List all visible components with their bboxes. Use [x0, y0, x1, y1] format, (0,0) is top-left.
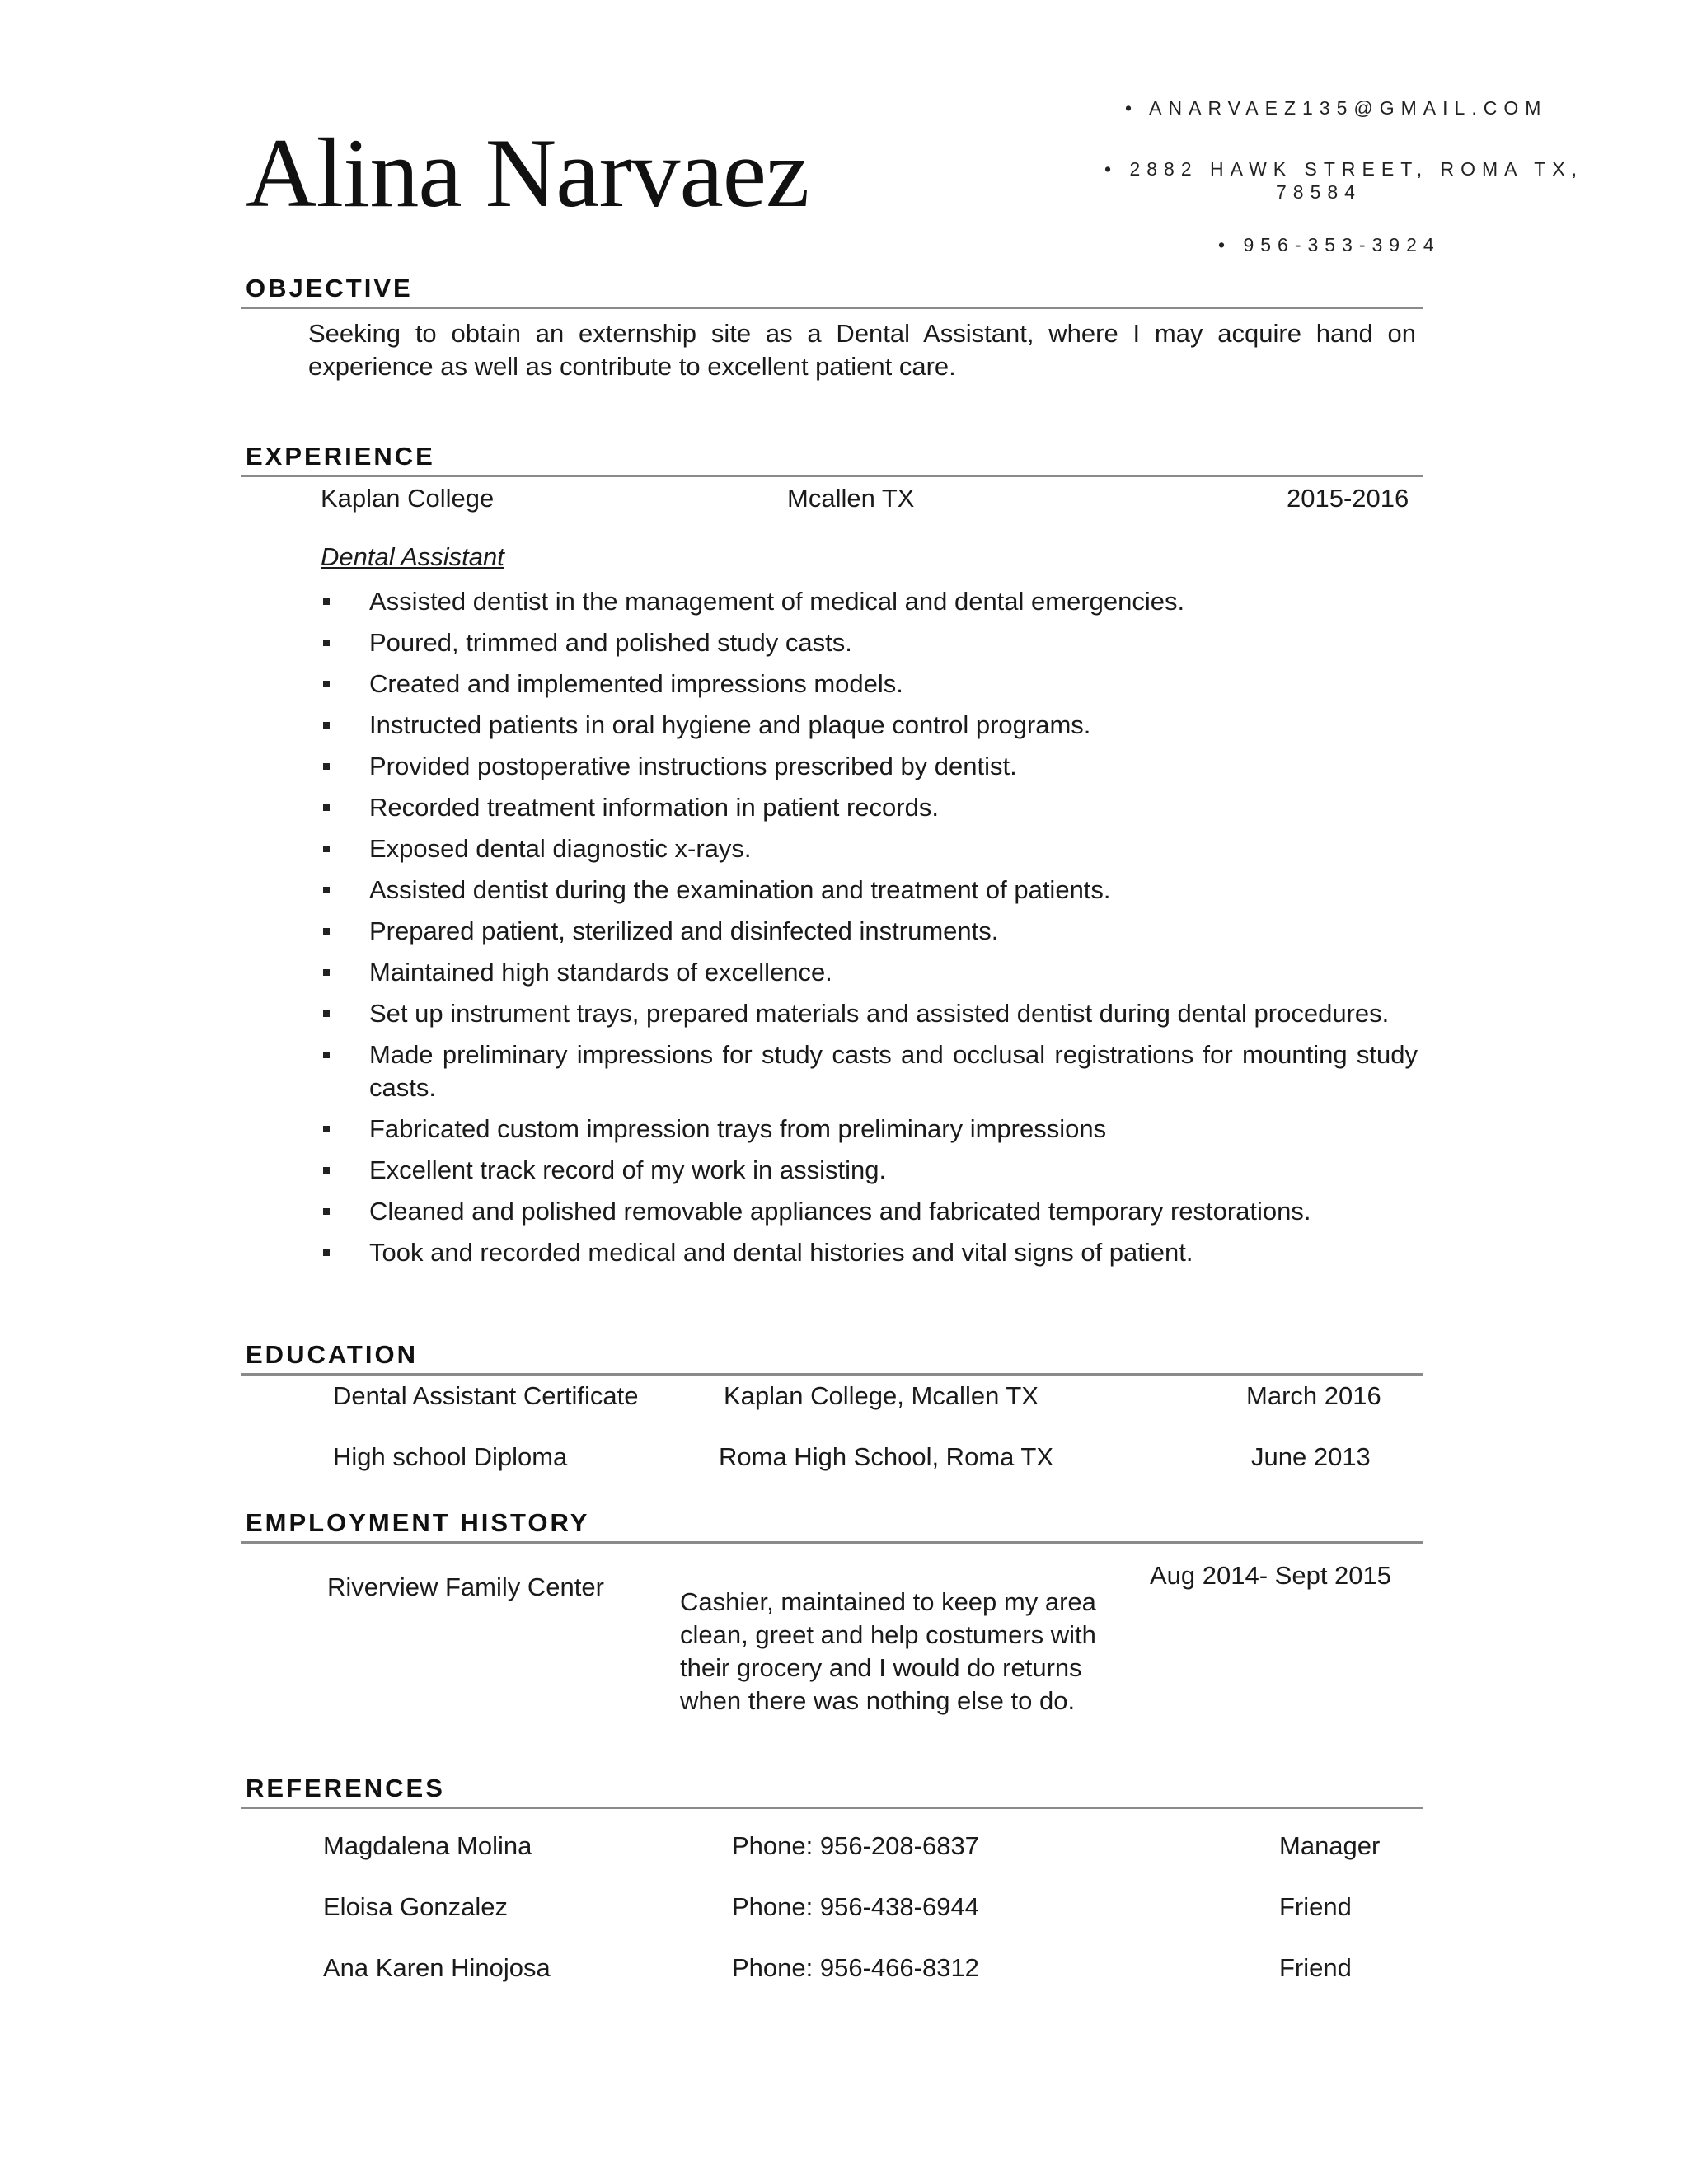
list-item — [323, 1236, 1418, 1269]
reference-name-3: Ana Karen Hinojosa — [323, 1953, 551, 1982]
bullet-text: Cleaned and polished removable appliances and fabricated temporary restorations. — [369, 1197, 1311, 1226]
bullet-text: Assisted dentist during the examination and treatment of patients. — [369, 875, 1111, 904]
candidate-name: Alina Narvaez — [246, 118, 809, 227]
list-item — [323, 709, 1418, 742]
reference-phone-2: Phone: 956-438-6944 — [732, 1892, 979, 1921]
square-bullet-icon — [323, 598, 330, 605]
list-item — [323, 1195, 1418, 1228]
square-bullet-icon — [323, 1208, 330, 1215]
square-bullet-icon — [323, 640, 330, 646]
education-heading: EDUCATION — [246, 1340, 418, 1369]
bullet-text: Created and implemented impressions models. — [369, 669, 903, 698]
list-item — [323, 997, 1418, 1030]
bullet-text: Assisted dentist in the management of medical and dental emergencies. — [369, 587, 1185, 616]
bullet-text: Made preliminary impressions for study casts and occlusal registrations for mounting study casts. — [369, 1040, 1418, 1102]
employment-heading: EMPLOYMENT HISTORY — [246, 1508, 590, 1537]
education-credential-2: High school Diploma — [333, 1442, 568, 1471]
bullet-text: Set up instrument trays, prepared materials and assisted dentist during dental procedures. — [369, 999, 1390, 1028]
reference-relation-2: Friend — [1279, 1892, 1352, 1921]
list-item — [323, 791, 1418, 824]
list-item — [323, 956, 1418, 989]
education-date-2: June 2013 — [1251, 1442, 1371, 1471]
reference-phone-3: Phone: 956-466-8312 — [732, 1953, 979, 1982]
bullet-text: Maintained high standards of excellence. — [369, 958, 832, 987]
education-school-1: Kaplan College, Mcallen TX — [724, 1381, 1039, 1410]
bullet-text: Instructed patients in oral hygiene and plaque control programs. — [369, 710, 1091, 739]
experience-heading: EXPERIENCE — [246, 442, 435, 471]
square-bullet-icon — [323, 969, 330, 976]
reference-relation-1: Manager — [1279, 1831, 1381, 1860]
employment-divider — [241, 1541, 1423, 1544]
education-credential-1: Dental Assistant Certificate — [333, 1381, 639, 1410]
list-item — [323, 626, 1418, 659]
contact-phone: • 956-353-3924 — [1218, 234, 1441, 255]
experience-duties-list — [323, 585, 1418, 1277]
list-item — [323, 915, 1418, 948]
bullet-text: Prepared patient, sterilized and disinfected instruments. — [369, 916, 999, 945]
square-bullet-icon — [323, 804, 330, 811]
experience-location: Mcallen TX — [787, 484, 915, 513]
employment-employer: Riverview Family Center — [327, 1572, 604, 1601]
objective-divider — [241, 307, 1423, 309]
square-bullet-icon — [323, 1249, 330, 1256]
experience-employer: Kaplan College — [321, 484, 495, 513]
square-bullet-icon — [323, 722, 330, 729]
bullet-text: Excellent track record of my work in assisting. — [369, 1155, 887, 1184]
education-divider — [241, 1373, 1423, 1376]
list-item — [323, 1038, 1418, 1104]
list-item — [323, 874, 1418, 907]
square-bullet-icon — [323, 928, 330, 935]
list-item — [323, 1113, 1418, 1146]
bullet-text: Fabricated custom impression trays from preliminary impressions — [369, 1114, 1107, 1143]
employment-description: Cashier, maintained to keep my area clean, greet and help costumers with their grocery and I would do returns when there was nothing else to do. — [680, 1587, 1096, 1715]
square-bullet-icon — [323, 1052, 330, 1058]
bullet-text: Recorded treatment information in patient records. — [369, 793, 939, 822]
list-item — [323, 750, 1418, 783]
contact-zip: 78584 — [1276, 181, 1362, 203]
list-item — [323, 585, 1418, 618]
employment-dates: Aug 2014- Sept 2015 — [1150, 1561, 1392, 1590]
contact-address: • 2882 HAWK STREET, ROMA TX, — [1104, 158, 1583, 180]
list-item — [323, 832, 1418, 865]
square-bullet-icon — [323, 1126, 330, 1132]
bullet-text: Exposed dental diagnostic x-rays. — [369, 834, 752, 863]
experience-divider — [241, 475, 1423, 477]
bullet-text: Provided postoperative instructions prescribed by dentist. — [369, 752, 1017, 780]
reference-relation-3: Friend — [1279, 1953, 1352, 1982]
reference-phone-1: Phone: 956-208-6837 — [732, 1831, 979, 1860]
square-bullet-icon — [323, 1010, 330, 1017]
contact-email: • ANARVAEZ135@GMAIL.COM — [1125, 97, 1548, 119]
experience-role: Dental Assistant — [321, 542, 504, 571]
list-item — [323, 1154, 1418, 1187]
square-bullet-icon — [323, 681, 330, 687]
bullet-text: Took and recorded medical and dental histories and vital signs of patient. — [369, 1238, 1193, 1267]
education-date-1: March 2016 — [1246, 1381, 1381, 1410]
reference-name-2: Eloisa Gonzalez — [323, 1892, 509, 1921]
objective-heading: OBJECTIVE — [246, 274, 413, 302]
experience-dates: 2015-2016 — [1287, 484, 1409, 513]
square-bullet-icon — [323, 846, 330, 852]
square-bullet-icon — [323, 1167, 330, 1174]
square-bullet-icon — [323, 763, 330, 770]
square-bullet-icon — [323, 887, 330, 893]
objective-text: Seeking to obtain an externship site as a Dental Assistant, where I may acquire hand on experience as well as contribute to excellent patient care. — [308, 319, 1416, 381]
bullet-text: Poured, trimmed and polished study casts. — [369, 628, 852, 657]
reference-name-1: Magdalena Molina — [323, 1831, 532, 1860]
references-divider — [241, 1807, 1423, 1809]
references-heading: REFERENCES — [246, 1774, 445, 1802]
list-item — [323, 668, 1418, 701]
education-school-2: Roma High School, Roma TX — [719, 1442, 1054, 1471]
